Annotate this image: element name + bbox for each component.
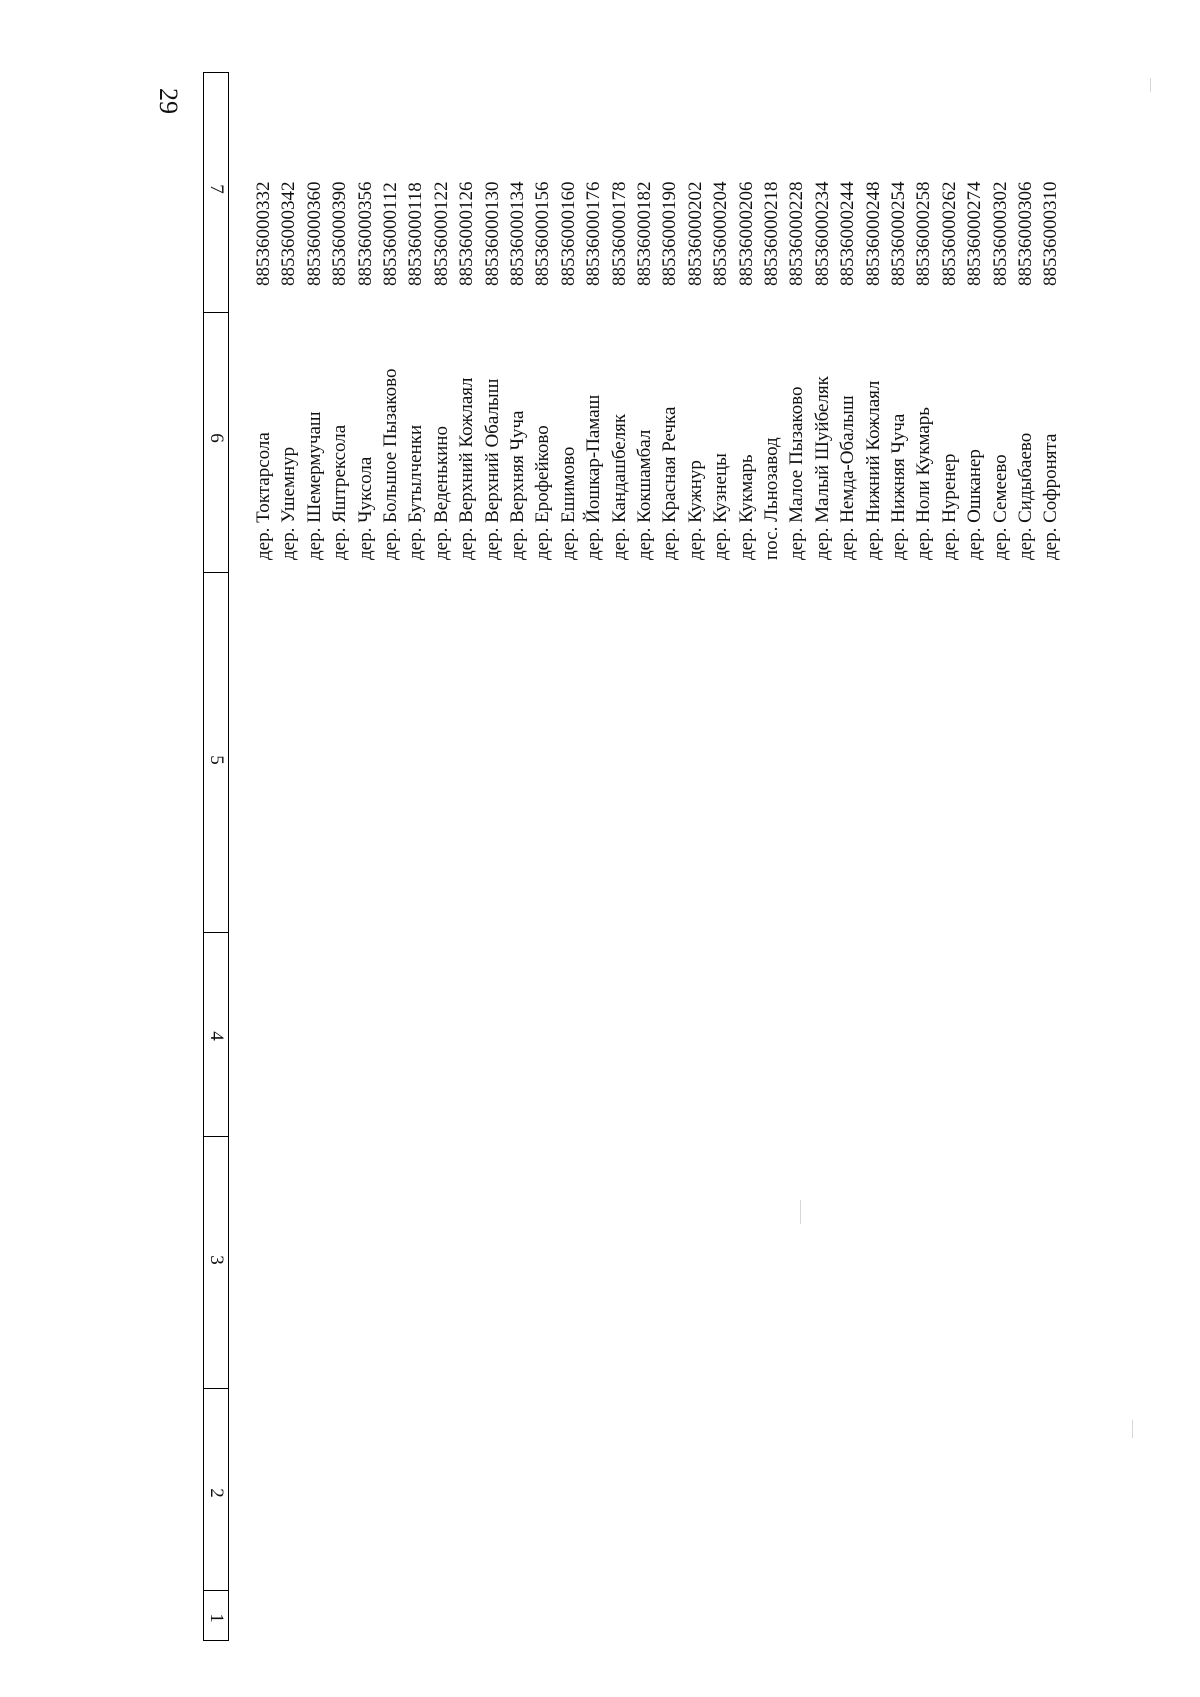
row-oktmo-code: 88536000390 (329, 181, 351, 286)
col-sep-6-5 (203, 572, 229, 573)
row-settlement-name: дер. Ешимово (557, 446, 579, 560)
row-settlement-name: дер. Кокшамбал (634, 429, 655, 560)
page-number: 29 (154, 88, 183, 114)
row-settlement-name: дер. Ушемнур (278, 446, 300, 560)
row-oktmo-code: 88536000134 (507, 181, 528, 286)
row-settlement-name: дер. Нижняя Чуча (888, 413, 909, 560)
row-oktmo-code: 88536000248 (862, 181, 884, 286)
row-oktmo-code: 88536000228 (786, 181, 808, 286)
row-settlement-name: дер. Йошкар-Памаш (583, 394, 605, 560)
column-header-6: 6 (206, 433, 227, 443)
row-settlement-name: дер. Верхний Обалыш (481, 378, 503, 560)
row-settlement-name: дер. Чуксола (354, 456, 376, 560)
header-bottom-line (228, 72, 229, 1640)
row-settlement-name: дер. Веденькино (430, 426, 452, 560)
column-header-2: 2 (206, 1488, 227, 1498)
row-oktmo-code: 88536000178 (608, 181, 630, 286)
row-oktmo-code: 88536000182 (634, 181, 655, 286)
row-settlement-name: дер. Кузнецы (710, 453, 732, 560)
row-settlement-name: дер. Немда-Обалыш (837, 395, 859, 560)
column-header-7: 7 (206, 184, 227, 194)
row-oktmo-code: 88536000204 (710, 181, 732, 286)
col-sep-2-1 (203, 1590, 229, 1591)
row-oktmo-code: 88536000218 (761, 181, 782, 286)
row-settlement-name: дер. Кукмарь (735, 454, 757, 560)
row-settlement-name: дер. Яштрексола (329, 424, 351, 560)
row-settlement-name: дер. Ноли Кукмарь (913, 407, 935, 560)
row-settlement-name: дер. Кужнур (684, 460, 706, 560)
row-settlement-name: дер. Малый Шуйбеляк (811, 376, 833, 560)
row-settlement-name: дер. Красная Речка (659, 406, 681, 560)
row-oktmo-code: 88536000342 (278, 181, 300, 286)
row-oktmo-code: 88536000310 (1040, 181, 1062, 286)
row-settlement-name: дер. Семеево (989, 454, 1011, 560)
row-oktmo-code: 88536000244 (837, 181, 859, 286)
col-sep-5-4 (203, 932, 229, 933)
row-oktmo-code: 88536000202 (684, 181, 706, 286)
row-oktmo-code: 88536000190 (659, 181, 681, 286)
row-settlement-name: дер. Токтарсола (253, 432, 274, 560)
row-settlement-name: дер. Нуренер (938, 453, 960, 560)
row-oktmo-code: 88536000332 (253, 181, 274, 286)
row-settlement-name: дер. Шемермучаш (303, 411, 325, 560)
col-sep-7-6 (203, 312, 229, 313)
row-oktmo-code: 88536000122 (430, 181, 452, 286)
row-oktmo-code: 88536000130 (481, 181, 503, 286)
col-sep-4-3 (203, 1136, 229, 1137)
row-oktmo-code: 88536000262 (938, 181, 960, 286)
row-settlement-name: дер. Малое Пызаково (786, 386, 808, 560)
table-header-border (203, 1640, 229, 1641)
row-oktmo-code: 88536000254 (888, 181, 909, 286)
col-sep-3-2 (203, 1388, 229, 1389)
row-oktmo-code: 88536000126 (456, 181, 478, 286)
column-header-5: 5 (206, 755, 227, 765)
row-settlement-name: дер. Верхний Кожлаял (456, 377, 478, 560)
row-oktmo-code: 88536000118 (405, 182, 427, 286)
row-settlement-name: дер. Нижний Кожлаял (862, 380, 884, 560)
row-settlement-name: дер. Большое Пызаково (380, 368, 401, 560)
row-settlement-name: дер. Сидыбаево (1015, 432, 1036, 560)
row-oktmo-code: 88536000302 (989, 181, 1011, 286)
row-oktmo-code: 88536000176 (583, 181, 605, 286)
row-oktmo-code: 88536000160 (557, 181, 579, 286)
row-settlement-name: пос. Льнозавод (761, 437, 782, 560)
row-settlement-name: дер. Ерофейково (532, 425, 554, 560)
row-oktmo-code: 88536000360 (303, 181, 325, 286)
column-header-4: 4 (206, 1031, 227, 1041)
row-oktmo-code: 88536000306 (1015, 181, 1036, 286)
row-settlement-name: дер. Верхняя Чуча (507, 410, 528, 560)
scan-mark (800, 1200, 801, 1224)
row-settlement-name: дер. Ошканер (964, 449, 986, 560)
column-header-1: 1 (206, 1613, 227, 1623)
row-oktmo-code: 88536000274 (964, 181, 986, 286)
row-settlement-name: дер. Софронята (1040, 433, 1062, 560)
scan-mark (1132, 1420, 1133, 1438)
table-top-border (203, 72, 229, 73)
row-oktmo-code: 88536000356 (354, 181, 376, 286)
column-header-3: 3 (206, 1255, 227, 1265)
table-left-border (203, 72, 204, 1640)
row-oktmo-code: 88536000234 (811, 181, 833, 286)
row-oktmo-code: 88536000206 (735, 181, 757, 286)
row-settlement-name: дер. Кандашбеляк (608, 413, 630, 560)
row-oktmo-code: 88536000112 (380, 182, 401, 286)
row-oktmo-code: 88536000258 (913, 181, 935, 286)
row-settlement-name: дер. Бутылченки (405, 424, 427, 560)
scan-mark (1150, 78, 1151, 92)
row-oktmo-code: 88536000156 (532, 181, 554, 286)
